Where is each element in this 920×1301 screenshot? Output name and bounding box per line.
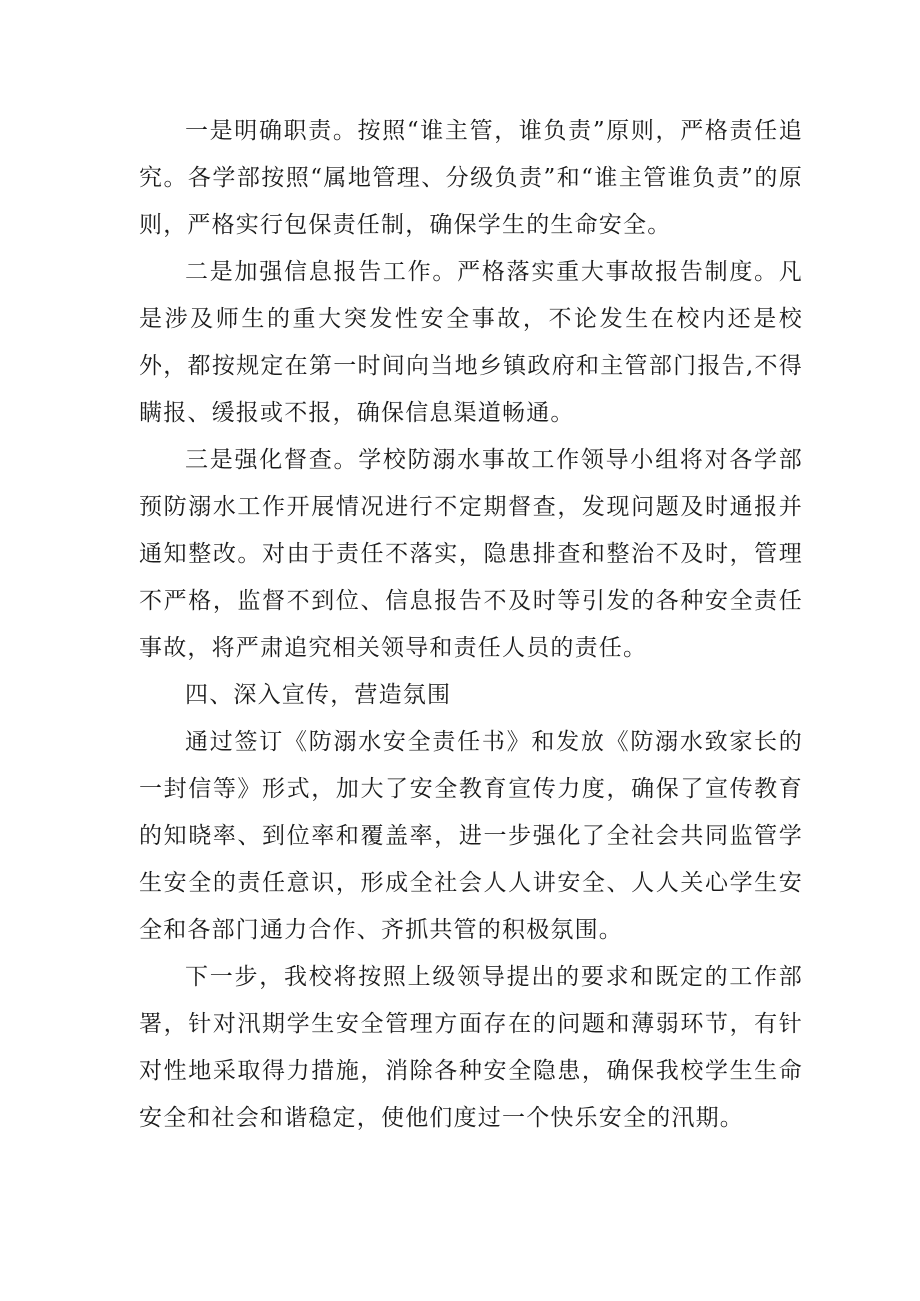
paragraph-duty-clarification: 一是明确职责。按照“谁主管，谁负责”原则，严格责任追究。各学部按照“属地管理、分级负责”和“谁主管谁负责”的原则，严格实行包保责任制，确保学生的生命安全。 bbox=[139, 118, 803, 238]
paragraph-supervision: 三是强化督查。学校防溺水事故工作领导小组将对各学部预防溺水工作开展情况进行不定期督查，发现问题及时通报并通知整改。对由于责任不落实，隐患排查和整治不及时，管理不严格，监督不到位、信息报告不及时等引发的各种安全责任事故，将严肃追究相关领导和责任人员的责任。 bbox=[139, 447, 803, 661]
paragraph-information-reporting: 二是加强信息报告工作。严格落实重大事故报告制度。凡是涉及师生的重大突发性安全事故，不论发生在校内还是校外，都按规定在第一时间向当地乡镇政府和主管部门报告,不得瞒报、缓报或不报，确保信息渠道畅通。 bbox=[139, 259, 803, 426]
section-heading: 四、深入宣传，营造氛围 bbox=[185, 682, 452, 708]
document-body bbox=[139, 108, 803, 1142]
paragraph-next-steps: 下一步，我校将按照上级领导提出的要求和既定的工作部署，针对汛期学生安全管理方面存在的问题和薄弱环节，有针对性地采取得力措施，消除各种安全隐患，确保我校学生生命安全和社会和谐稳定，使他们度过一个快乐安全的汛期。 bbox=[139, 964, 803, 1131]
paragraph-publicity: 通过签订《防溺水安全责任书》和发放《防溺水致家长的一封信等》形式，加大了安全教育宣传力度，确保了宣传教育的知晓率、到位率和覆盖率，进一步强化了全社会共同监管学生安全的责任意识，形成全社会人人讲安全、人人关心学生安全和各部门通力合作、齐抓共管的积极氛围。 bbox=[139, 729, 803, 943]
